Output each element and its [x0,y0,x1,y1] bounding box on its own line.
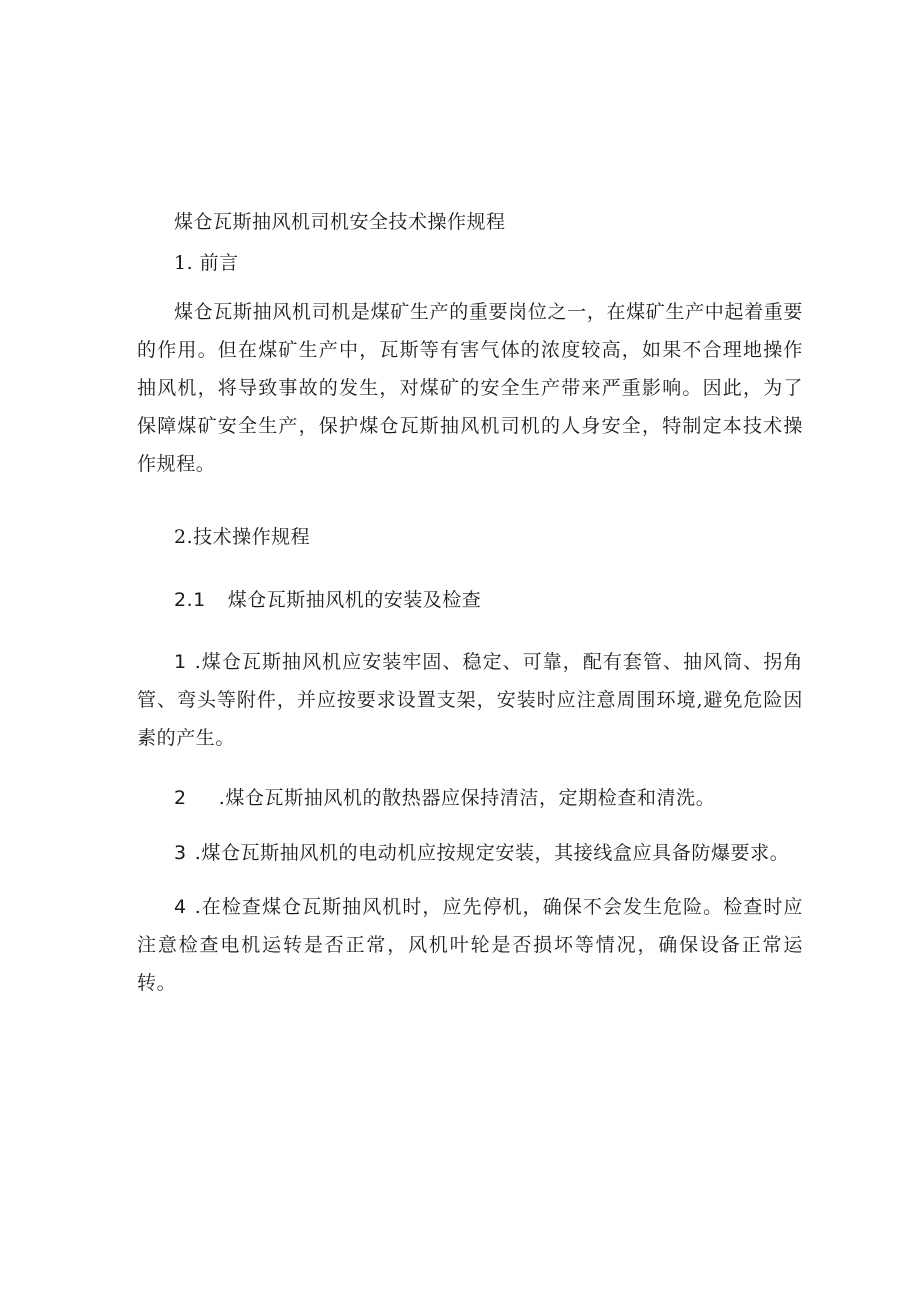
list-item-4-text: .在检查煤仓瓦斯抽风机时，应先停机，确保不会发生危险。检查时应注意检查电机运转是否正常，风机叶轮是否损坏等情况，确保设备正常运转。 [137,896,803,994]
subsection-2-1-heading [137,581,834,619]
list-item-4-number: 4 [174,896,187,918]
list-item-2-number: 2 [174,787,187,809]
list-item-3 [137,834,803,872]
list-item-1-text: .煤仓瓦斯抽风机应安装牢固、稳定、可靠，配有套管、抽风筒、拐角管、弯头等附件，并应按要求设置支架，安装时应注意周围环境,避免危险因素的产生。 [137,651,803,749]
list-item-4 [137,888,803,1002]
list-item-3-text: .煤仓瓦斯抽风机的电动机应按规定安装，其接线盒应具备防爆要求。 [194,842,790,864]
section-2-heading: 2.技术操作规程 [174,526,311,548]
list-item-1-number: 1 [174,651,187,673]
section-1-heading: 1. 前言 [174,252,239,274]
document-title: 煤仓瓦斯抽风机司机安全技术操作规程 [174,211,506,233]
subsection-2-1-title: 煤仓瓦斯抽风机的安装及检查 [227,589,482,611]
list-item-2 [137,779,803,817]
list-item-2-text: .煤仓瓦斯抽风机的散热器应保持清洁，定期检查和清洗。 [218,787,716,809]
subsection-2-1-number: 2.1 [174,589,206,611]
section-1-paragraph: 煤仓瓦斯抽风机司机是煤矿生产的重要岗位之一，在煤矿生产中起着重要的作用。但在煤矿生产中，瓦斯等有害气体的浓度较高，如果不合理地操作抽风机，将导致事故的发生，对煤矿的安全生产带来严重影响。因此，为了保障煤矿安全生产，保护煤仓瓦斯抽风机司机的人身安全，特制定本技术操作规程。 [137,301,803,475]
list-item-1 [137,643,803,757]
list-item-3-number: 3 [174,842,187,864]
